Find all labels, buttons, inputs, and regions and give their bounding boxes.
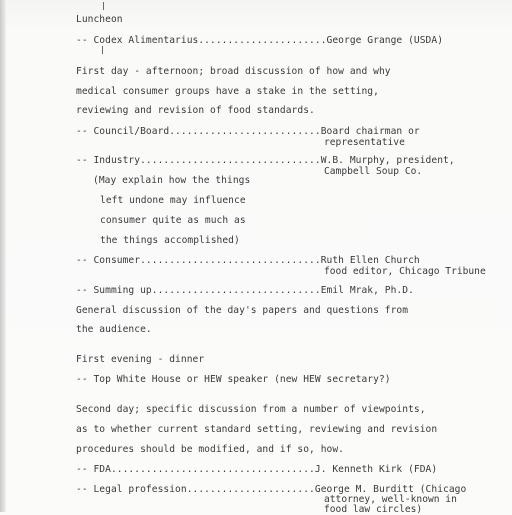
agenda-item-council-cont: representative: [324, 137, 405, 148]
first-day-text-3: reviewing and revision of food standards.: [76, 105, 315, 116]
agenda-item-white-house: -- Top White House or HEW speaker (new HEW secretary?): [76, 374, 391, 385]
second-day-text-2: as to whether current standard setting, reviewing and revision: [76, 424, 438, 435]
first-evening-heading: First evening - dinner: [76, 354, 205, 365]
staple-mark: [103, 2, 104, 10]
agenda-item-summing-up: -- Summing up.............................Emil Mrak, Ph.D.: [76, 285, 414, 296]
first-day-text-2: medical consumer groups have a stake in the setting,: [76, 86, 379, 97]
agenda-item-codex: -- Codex Alimentarius......................George Grange (USDA): [76, 35, 444, 46]
agenda-item-legal-cont-2: food law circles): [324, 504, 423, 515]
second-day-text-1: Second day; specific discussion from a number of viewpoints,: [76, 404, 426, 415]
note-line-4: the things accomplished): [100, 235, 240, 246]
first-day-text-1: First day - afternoon; broad discussion of how and why: [76, 66, 391, 77]
general-discussion-1: General discussion of the day's papers and questions from: [76, 305, 409, 316]
agenda-item-council: -- Council/Board..........................Board chairman or: [76, 126, 420, 137]
agenda-item-consumer: -- Consumer...............................Ruth Ellen Church: [76, 255, 420, 266]
second-day-text-3: procedures should be modified, and if so, how.: [76, 444, 344, 455]
staple-mark: [102, 46, 103, 54]
general-discussion-2: the audience.: [76, 324, 152, 335]
luncheon-heading: Luncheon: [76, 14, 123, 25]
page-edge-shadow: [0, 0, 6, 512]
note-line-3: consumer quite as much as: [100, 215, 246, 226]
agenda-item-industry-cont: Campbell Soup Co.: [324, 166, 423, 177]
agenda-item-fda: -- FDA...................................J. Kenneth Kirk (FDA): [76, 464, 438, 475]
note-line-2: left undone may influence: [100, 195, 246, 206]
agenda-item-legal: -- Legal profession......................George M. Burditt (Chicago: [76, 484, 467, 495]
agenda-item-industry: -- Industry...............................W.B. Murphy, president,: [76, 155, 455, 166]
agenda-item-consumer-cont: food editor, Chicago Tribune: [324, 266, 486, 277]
agenda-item-legal-cont-1: attorney, well-known in: [324, 494, 457, 505]
note-line-1: (May explain how the things: [93, 175, 251, 186]
